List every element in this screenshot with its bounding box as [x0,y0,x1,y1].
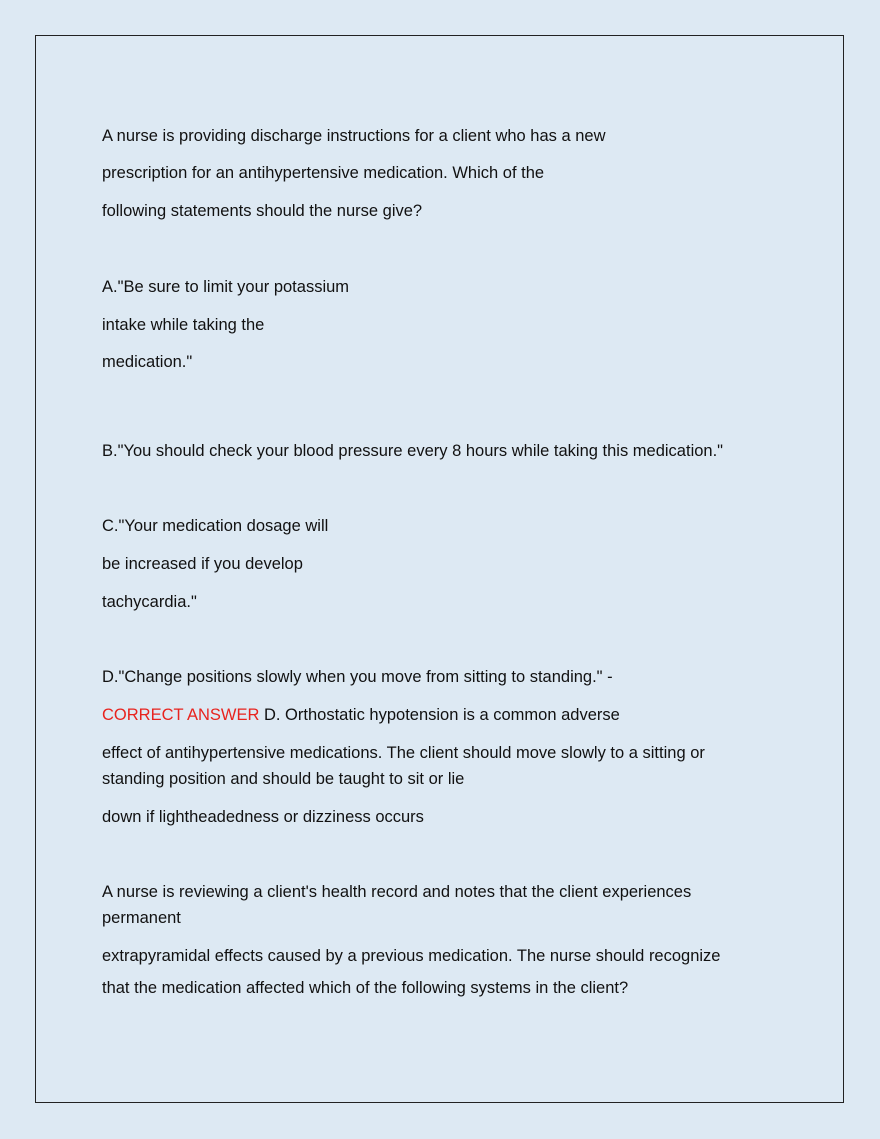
option-c-line-2: be increased if you develop [102,555,303,573]
q2-stem-line-1: A nurse is reviewing a client's health record and notes that the client experiences permanent [102,883,692,927]
answer-line [102,702,620,728]
correct-answer-label: CORRECT ANSWER [102,706,260,724]
answer-text: D. Orthostatic hypotension is a common adverse [259,706,620,724]
q1-stem-line-2: prescription for an antihypertensive medication. Which of the [102,164,545,182]
option-b: B."You should check your blood pressure every 8 hours while taking this medication." [102,442,724,460]
q2-stem-line-3: that the medication affected which of the following systems in the client? [102,979,629,997]
option-a-line-3: medication." [102,353,193,371]
option-c-line-3: tachycardia." [102,593,197,611]
rationale-line-2: down if lightheadedness or dizziness occurs [102,808,424,826]
rationale-line-1: effect of antihypertensive medications. The client should move slowly to a sitting or standing position and should be taught to sit or lie [102,744,705,788]
q1-stem-line-3: following statements should the nurse give? [102,202,423,220]
q2-stem-line-2: extrapyramidal effects caused by a previous medication. The nurse should recognize [102,947,721,965]
option-d: D."Change positions slowly when you move from sitting to standing." - [102,668,613,686]
option-c-line-1: C."Your medication dosage will [102,517,329,535]
option-a-line-2: intake while taking the [102,316,265,334]
option-a-line-1: A."Be sure to limit your potassium [102,278,350,296]
q1-stem-line-1: A nurse is providing discharge instructions for a client who has a new [102,127,606,145]
